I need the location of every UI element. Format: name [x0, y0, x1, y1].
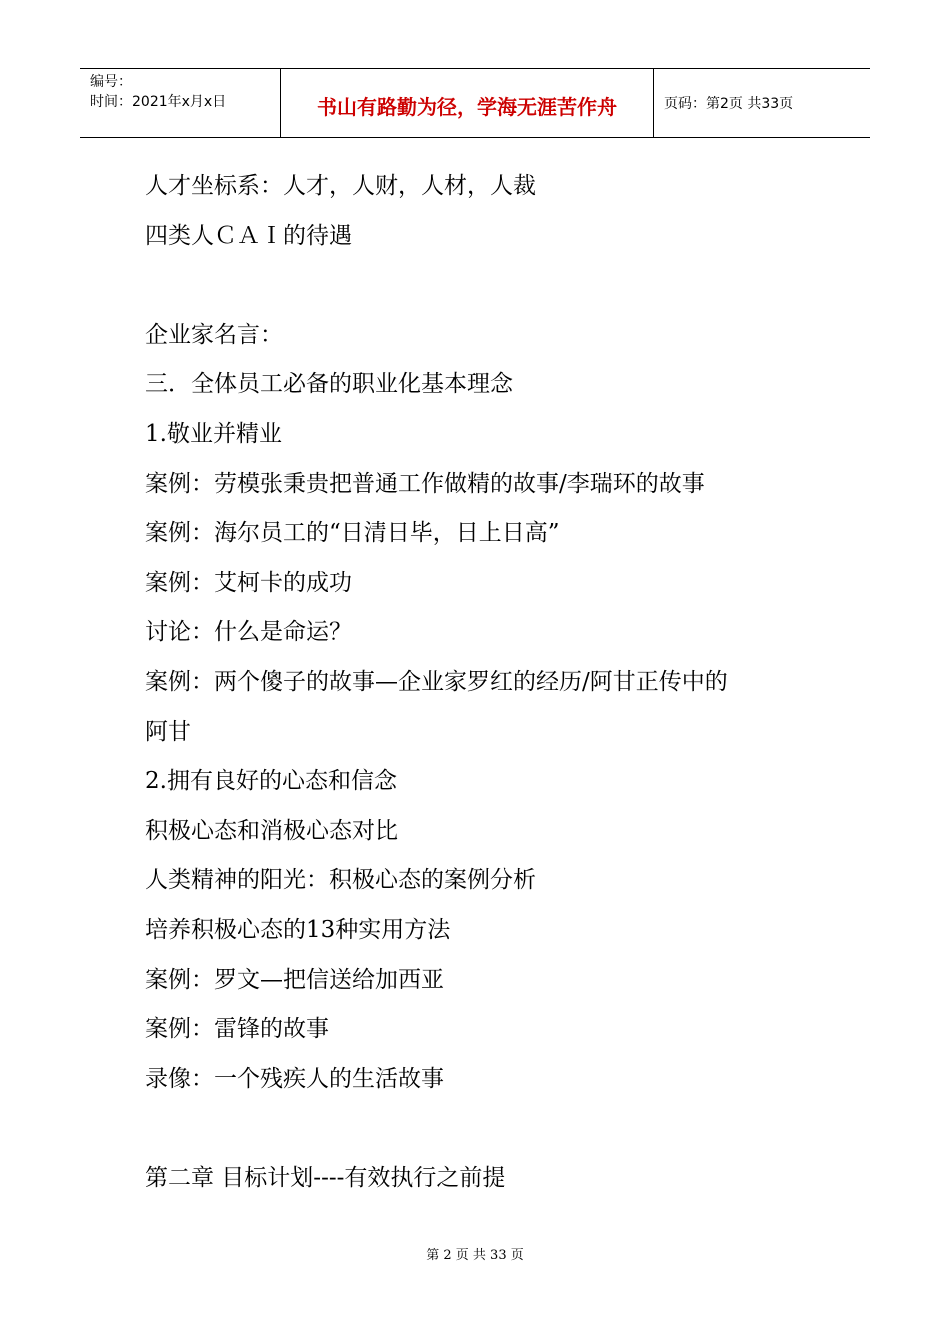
body-line: 案例：雷锋的故事	[145, 1016, 329, 1043]
number-label: 编号：	[90, 74, 132, 90]
section-heading: 三．全体员工必备的职业化基本理念	[145, 371, 513, 398]
chapter-heading: 第二章 目标计划----有效执行之前提	[145, 1164, 506, 1191]
subsection-heading: 2.拥有良好的心态和信念	[145, 768, 397, 795]
body-line: 阿甘	[145, 718, 191, 745]
subsection-heading: 1.敬业并精业	[145, 420, 282, 447]
body-line: 录像：一个残疾人的生活故事	[145, 1065, 444, 1092]
body-line: 讨论：什么是命运？	[145, 619, 352, 646]
document-body	[145, 162, 825, 1203]
body-line: 案例：两个傻子的故事—企业家罗红的经历/阿甘正传中的	[145, 668, 728, 695]
header-meta	[80, 69, 281, 137]
blank-line	[145, 261, 825, 311]
body-line: 积极心态和消极心态对比	[145, 817, 398, 844]
time-label: 时间：2021年x月x日	[90, 94, 227, 110]
body-line: 培养积极心态的13种实用方法	[145, 916, 451, 943]
header-page-info: 页码：第2页 共33页	[664, 96, 794, 112]
body-line: 人类精神的阳光：积极心态的案例分析	[145, 867, 536, 894]
body-line: 案例：罗文—把信送给加西亚	[145, 966, 444, 993]
body-line: 人才坐标系：人才，人财，人材，人裁	[145, 173, 536, 199]
document-header	[80, 68, 870, 138]
header-motto: 书山有路勤为径，学海无涯苦作舟	[281, 69, 654, 137]
body-line: 案例：劳模张秉贵把普通工作做精的故事/李瑞环的故事	[145, 470, 705, 497]
body-line: 案例：海尔员工的“日清日毕，日上日高”	[145, 520, 560, 547]
body-line: 四类人ＣＡＩ的待遇	[145, 222, 352, 249]
body-line: 企业家名言：	[145, 321, 283, 348]
blank-line	[145, 1104, 825, 1154]
page-footer: 第 2 页 共 33 页	[426, 1248, 524, 1263]
body-line: 案例：艾柯卡的成功	[145, 569, 352, 596]
